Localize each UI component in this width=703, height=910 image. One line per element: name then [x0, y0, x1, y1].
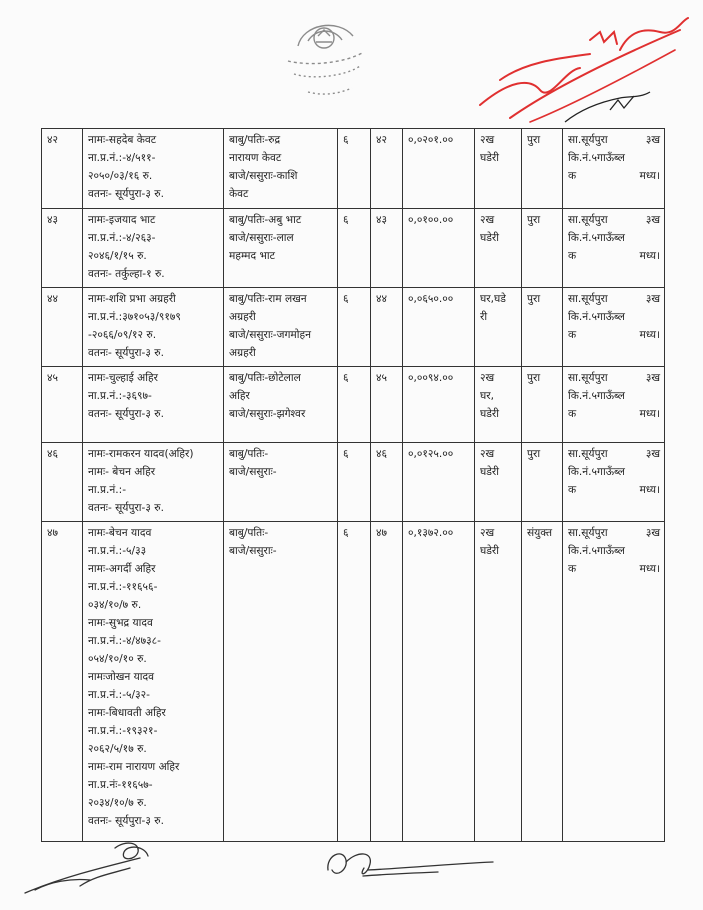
relation-line: बाजे/ससुराः-झगेश्वर	[229, 408, 306, 420]
handwritten-stamp	[470, 10, 695, 130]
land-use-line: री	[480, 311, 488, 323]
ward-line: ६	[343, 527, 349, 539]
land-use-cell	[475, 443, 522, 522]
owner-name-line: २०४६/१/१५ रु.	[88, 250, 147, 262]
relation-line: बाजे/ससुराः-	[229, 545, 277, 557]
land-use-cell	[475, 288, 522, 367]
owner-name-line: वतनः- सूर्यपुरा-३ रु.	[88, 347, 164, 359]
owner-name-line: नामः-बिधावती अहिर	[88, 707, 166, 719]
owner-name-line: ना.प्र.नं.:-११६५६-	[88, 581, 158, 593]
relation-line: अग्रहरी	[229, 311, 256, 323]
land-use-line: २ख	[480, 448, 495, 460]
relation-cell	[224, 129, 338, 209]
kitta-number-cell	[371, 288, 403, 367]
relation-cell	[224, 209, 338, 288]
relation-line: बाजे/ससुराः-काशि	[229, 170, 298, 182]
boundary-line: सा.सूर्यपुरा ३ख	[568, 214, 660, 226]
boundary-cell	[563, 443, 665, 522]
signature-left	[20, 838, 170, 898]
relation-line: बाबु/पतिः-रुद्र	[229, 134, 281, 146]
land-use-cell	[475, 522, 522, 842]
ownership-type-cell	[522, 367, 563, 443]
kitta-number-cell	[371, 522, 403, 842]
boundary-line: कि.नं.५गाऊँब्ल	[568, 390, 625, 402]
relation-line: केवट	[229, 188, 249, 200]
boundary-line: क मध्य।	[568, 170, 660, 182]
owner-name-line: वतनः- तर्कुल्हा-१ रु.	[88, 268, 165, 280]
kitta-number-cell	[371, 367, 403, 443]
relation-line: अहिर	[229, 390, 250, 402]
area-cell	[403, 522, 475, 842]
owner-name-line: नामः-सहदेब केवट	[88, 134, 157, 146]
boundary-line: क मध्य।	[568, 563, 660, 575]
owner-name-line: नामः-सुभद्र यादव	[88, 617, 153, 629]
ward-cell	[338, 288, 371, 367]
boundary-line: क मध्य।	[568, 484, 660, 496]
owner-name-line: २०३४/१०/७ रु.	[88, 797, 147, 809]
owner-name-line: ना.प्र.नं.:-५/३३	[88, 545, 147, 557]
boundary-line: क मध्य।	[568, 408, 660, 420]
boundary-cell	[563, 367, 665, 443]
owner-name-line: ना.प्र.नं.:-५/३२-	[88, 689, 150, 701]
serial-number-cell	[42, 367, 83, 443]
area-cell	[403, 209, 475, 288]
owner-name-cell	[83, 209, 224, 288]
land-use-cell	[475, 209, 522, 288]
owner-name-line: नामः-शशि प्रभा अग्रहरी	[88, 293, 176, 305]
land-use-line: घर,घडे	[480, 293, 506, 305]
table-row	[42, 367, 665, 443]
land-ownership-table	[41, 128, 665, 842]
boundary-line: कि.नं.५गाऊँब्ल	[568, 232, 625, 244]
land-use-line: घडेरी	[480, 466, 500, 478]
owner-name-cell	[83, 129, 224, 209]
owner-name-line: नामः-अगर्दी अहिर	[88, 563, 156, 575]
owner-name-line: नामः-चुल्हाई अहिर	[88, 372, 158, 384]
owner-name-line: वतनः- सूर्यपुरा-३ रु.	[88, 815, 164, 827]
ward-cell	[338, 367, 371, 443]
owner-name-line: वतनः- सूर्यपुरा-३ रु.	[88, 408, 164, 420]
signature-middle	[318, 840, 498, 885]
serial-number-line: ४५	[47, 372, 59, 384]
owner-name-line: ना.प्र.नं.:-१९३२१-	[88, 725, 158, 737]
area-line: ०,०१२५.००	[408, 448, 454, 460]
serial-number-line: ४७	[47, 527, 59, 539]
relation-line: बाजे/ससुराः-जगमोहन	[229, 329, 311, 341]
serial-number-cell	[42, 129, 83, 209]
owner-name-line: नामः- बेचन अहिर	[88, 466, 156, 478]
relation-cell	[224, 367, 338, 443]
owner-name-line: ना.प्र.नं.:३७१०५३/९१७९	[88, 311, 181, 323]
boundary-cell	[563, 129, 665, 209]
boundary-line: सा.सूर्यपुरा ३ख	[568, 527, 660, 539]
kitta-number-line: ४७	[376, 527, 388, 539]
kitta-number-line: ४४	[376, 293, 388, 305]
land-use-line: घडेरी	[480, 232, 500, 244]
boundary-cell	[563, 522, 665, 842]
serial-number-cell	[42, 209, 83, 288]
boundary-line: सा.सूर्यपुरा ३ख	[568, 134, 660, 146]
land-use-line: २ख	[480, 372, 495, 384]
area-cell	[403, 367, 475, 443]
area-cell	[403, 129, 475, 209]
owner-name-line: नामः-रामकरन यादव(अहिर)	[88, 448, 194, 460]
boundary-line: सा.सूर्यपुरा ३ख	[568, 293, 660, 305]
relation-line: बाबु/पतिः-	[229, 448, 269, 460]
owner-name-cell	[83, 522, 224, 842]
owner-name-line: नामः-इजयाद भाट	[88, 214, 156, 226]
ward-cell	[338, 129, 371, 209]
relation-line: महम्मद भाट	[229, 250, 275, 262]
serial-number-cell	[42, 288, 83, 367]
serial-number-line: ४३	[47, 214, 59, 226]
office-seal	[268, 6, 378, 106]
table-row	[42, 443, 665, 522]
owner-name-line: ना.प्र.नं.:-४/४७३८-	[88, 635, 161, 647]
owner-name-line: ०५४/१०/१० रु.	[88, 653, 147, 665]
boundary-line: सा.सूर्यपुरा ३ख	[568, 448, 660, 460]
owner-name-line: ०३४/१०/७ रु.	[88, 599, 142, 611]
owner-name-line: ना.प्र.नं.:-	[88, 484, 127, 496]
relation-line: बाबु/पतिः-छोटेलाल	[229, 372, 301, 384]
relation-line: अग्रहरी	[229, 347, 256, 359]
table-row	[42, 288, 665, 367]
kitta-number-line: ४३	[376, 214, 388, 226]
land-use-line: घर,	[480, 390, 494, 402]
relation-cell	[224, 522, 338, 842]
owner-name-cell	[83, 288, 224, 367]
relation-line: बाबु/पतिः-	[229, 527, 269, 539]
ward-cell	[338, 209, 371, 288]
owner-name-line: नामःजोखन यादव	[88, 671, 155, 683]
boundary-line: क मध्य।	[568, 329, 660, 341]
area-line: ०,०१००.००	[408, 214, 454, 226]
boundary-cell	[563, 209, 665, 288]
land-use-cell	[475, 129, 522, 209]
land-use-line: घडेरी	[480, 545, 500, 557]
land-use-line: २ख	[480, 527, 495, 539]
owner-name-cell	[83, 367, 224, 443]
ownership-type-line: पुरा	[527, 214, 541, 226]
ward-cell	[338, 443, 371, 522]
land-use-cell	[475, 367, 522, 443]
ward-line: ६	[343, 372, 349, 384]
owner-name-line: वतनः- सूर्यपुरा-३ रु.	[88, 188, 164, 200]
owner-name-line: नामः-राम नारायण अहिर	[88, 761, 180, 773]
ownership-type-line: पुरा	[527, 372, 541, 384]
serial-number-cell	[42, 443, 83, 522]
ownership-type-line: पुरा	[527, 448, 541, 460]
serial-number-cell	[42, 522, 83, 842]
ownership-type-cell	[522, 443, 563, 522]
ward-line: ६	[343, 448, 349, 460]
relation-line: बाजे/ससुराः-लाल	[229, 232, 294, 244]
land-use-line: घडेरी	[480, 408, 500, 420]
area-line: ०,०२०१.००	[408, 134, 454, 146]
relation-line: बाजे/ससुराः-	[229, 466, 277, 478]
owner-name-line: वतनः- सूर्यपुरा-३ रु.	[88, 502, 164, 514]
kitta-number-line: ४६	[376, 448, 388, 460]
kitta-number-cell	[371, 443, 403, 522]
serial-number-line: ४६	[47, 448, 59, 460]
owner-name-line: २०६२/५/१७ रु.	[88, 743, 147, 755]
relation-line: नारायण केवट	[229, 152, 282, 164]
land-use-line: २ख	[480, 214, 495, 226]
owner-name-line: नामः-बेचन यादव	[88, 527, 152, 539]
area-cell	[403, 443, 475, 522]
boundary-line: कि.नं.५गाऊँब्ल	[568, 466, 625, 478]
kitta-number-cell	[371, 209, 403, 288]
boundary-cell	[563, 288, 665, 367]
ownership-type-cell	[522, 288, 563, 367]
area-line: ०,०६५०.००	[408, 293, 454, 305]
area-cell	[403, 288, 475, 367]
table-body	[42, 129, 665, 842]
owner-name-line: ना.प्र.नंः-११६५७-	[88, 779, 153, 791]
ward-line: ६	[343, 134, 349, 146]
relation-line: बाबु/पतिः-राम लखन	[229, 293, 307, 305]
boundary-line: कि.नं.५गाऊँब्ल	[568, 545, 625, 557]
relation-cell	[224, 288, 338, 367]
ownership-type-line: पुरा	[527, 134, 541, 146]
land-use-line: २ख	[480, 134, 495, 146]
ownership-type-line: संयुक्त	[527, 527, 553, 539]
table-row	[42, 522, 665, 842]
area-line: ०,१३७२.००	[408, 527, 454, 539]
ward-line: ६	[343, 293, 349, 305]
relation-line: बाबु/पतिः-अबु भाट	[229, 214, 302, 226]
boundary-line: कि.नं.५गाऊँब्ल	[568, 152, 625, 164]
boundary-line: सा.सूर्यपुरा ३ख	[568, 372, 660, 384]
owner-name-line: ना.प्र.नं.:-४/५११-	[88, 152, 156, 164]
owner-name-line: -२०६६/०९/१२ रु.	[88, 329, 157, 341]
boundary-line: क मध्य।	[568, 250, 660, 262]
area-line: ०,००९४.००	[408, 372, 454, 384]
owner-name-line: ना.प्र.नं.:-३६९७-	[88, 390, 152, 402]
serial-number-line: ४४	[47, 293, 59, 305]
owner-name-line: ना.प्र.नं.:-४/२६३-	[88, 232, 156, 244]
kitta-number-cell	[371, 129, 403, 209]
owner-name-line: २०५०/०३/१६ रु.	[88, 170, 153, 182]
ward-cell	[338, 522, 371, 842]
ownership-type-cell	[522, 522, 563, 842]
table-row	[42, 129, 665, 209]
kitta-number-line: ४५	[376, 372, 388, 384]
owner-name-cell	[83, 443, 224, 522]
boundary-line: कि.नं.५गाऊँब्ल	[568, 311, 625, 323]
land-use-line: घडेरी	[480, 152, 500, 164]
ownership-type-cell	[522, 209, 563, 288]
ownership-type-cell	[522, 129, 563, 209]
ownership-type-line: पुरा	[527, 293, 541, 305]
relation-cell	[224, 443, 338, 522]
serial-number-line: ४२	[47, 134, 59, 146]
table-row	[42, 209, 665, 288]
ward-line: ६	[343, 214, 349, 226]
kitta-number-line: ४२	[376, 134, 388, 146]
